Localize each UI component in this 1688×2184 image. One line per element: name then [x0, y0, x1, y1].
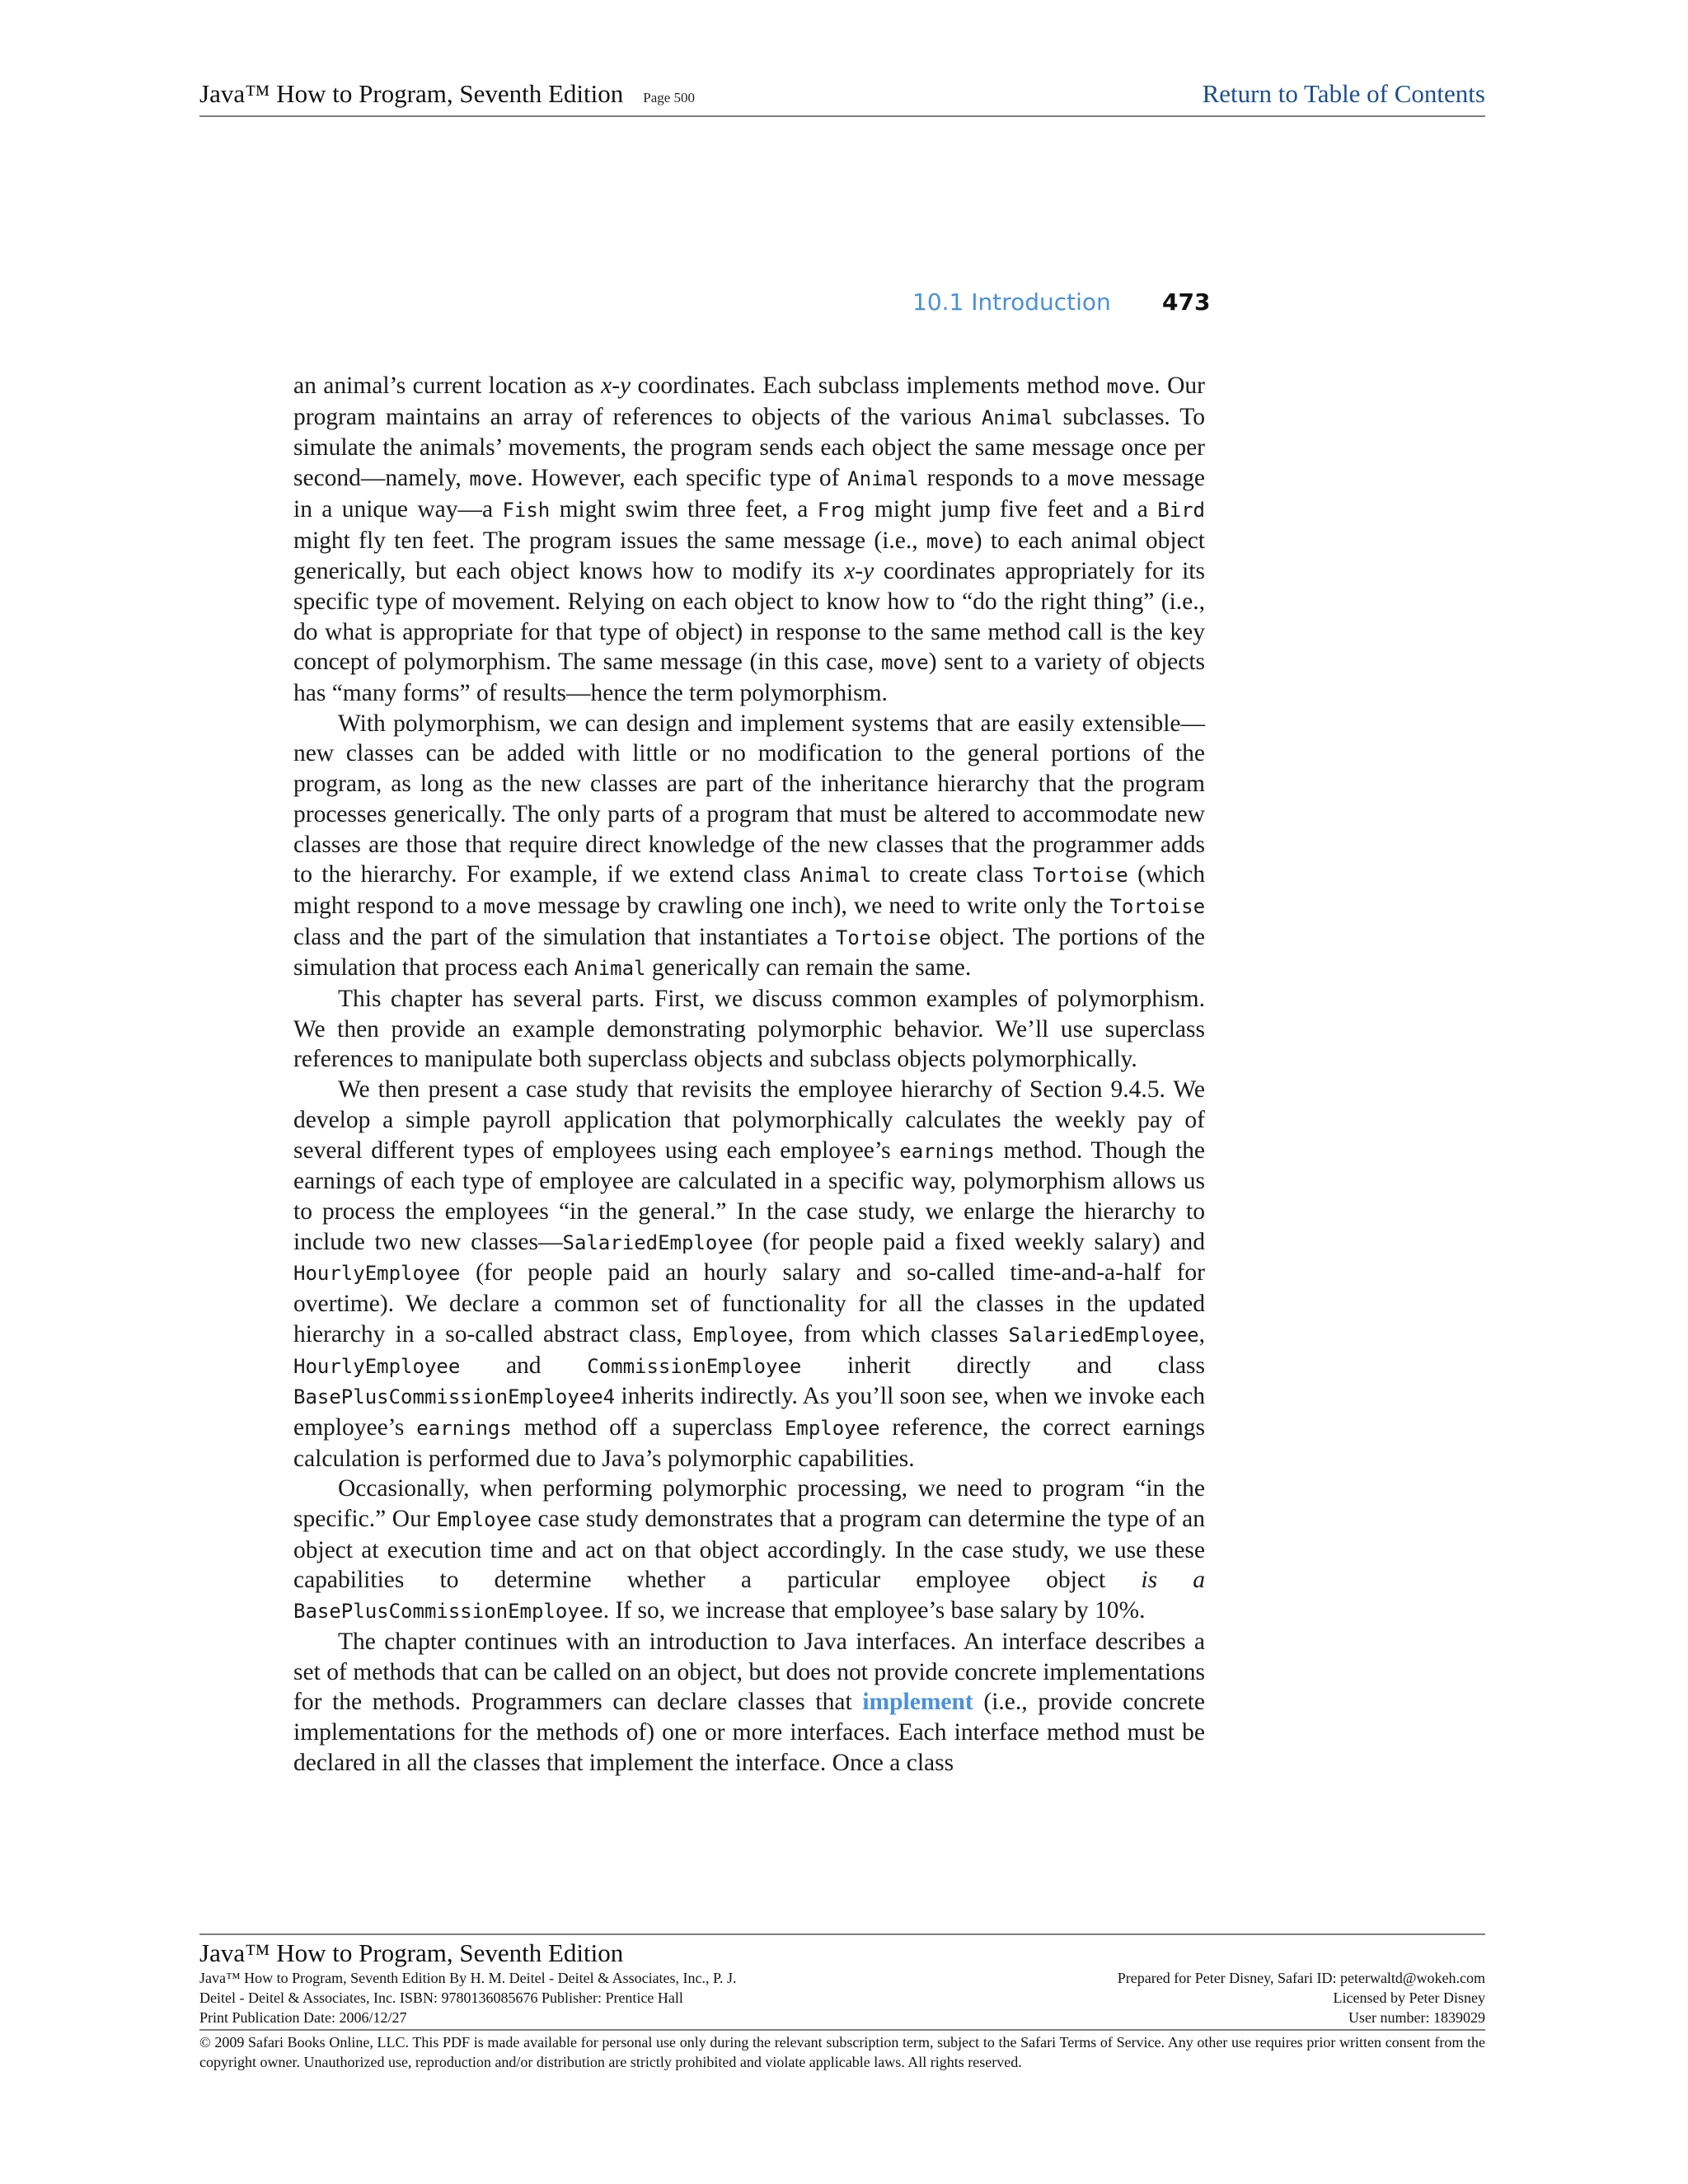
page-number: 473: [1162, 288, 1211, 316]
section-heading: 10.1 Introduction: [912, 288, 1111, 316]
paragraph-3: This chapter has several parts. First, we discuss common examples of polymorphism. We then provide an example demonstrating polymorphic behavior. We’ll use superclass references to manipulate both superclass objects and subclass objects polymorphically.: [293, 986, 1205, 1073]
footer-license-info: Prepared for Peter Disney, Safari ID: peterwaltd@wokeh.com Licensed by Peter Disney User number: 1839029: [1117, 1970, 1485, 2026]
book-title: [199, 79, 695, 109]
paragraph-6: The chapter continues with an introduction to Java interfaces. An interface describes a set of methods that can be called on an object, but does not provide concrete implementations for the methods. Programmers can declare classes that implement (i.e., provide concrete implementations for the methods of) one or more interfaces. Each interface method must be declared in all the classes that implement the interface. Once a class: [293, 1628, 1206, 1776]
book-title-text: Java™ How to Program, Seventh Edition: [199, 79, 624, 108]
footer-copyright: © 2009 Safari Books Online, LLC. This PDF is made available for personal use only during the relevant subscription term, subject to the Safari Terms of Service. Any other use requires prior written consent from the copyright owner. Unauthorized use, reproduction and/or distribution are strictly prohibited and violate applicable laws. All rights reserved.: [199, 2029, 1485, 2072]
paragraph-1: an animal’s current location as x-y coordinates. Each subclass implements method move. Our program maintains an array of references to objects of the various Animal subclasses. To simulate the animals’ movements, the program sends each object the same message once per second—namely, move. However, each specific type of Animal responds to a move message in a unique way—a Fish might swim three feet, a Frog might jump five feet and a Bird might fly ten feet. The program issues the same message (i.e., move) to each animal object generically, but each object knows how to modify its x-y coordinates appropriately for its specific type of movement. Relying on each object to know how to “do the right thing” (i.e., do what is appropriate for that type of object) in response to the same method call is the key concept of polymorphism. The same message (in this case, move) sent to a variety of objects has “many forms” of results—hence the term polymorphism.: [293, 373, 1206, 707]
toc-link[interactable]: Return to Table of Contents: [1202, 79, 1485, 108]
footer: [199, 1933, 1485, 2072]
page-label: Page 500: [643, 90, 696, 105]
footer-publication-info: Java™ How to Program, Seventh Edition By H. M. Deitel - Deitel & Associates, Inc., P. J. Deitel - Deitel & Associates, Inc. ISBN: 9780136085676 Publisher: Prentice Hall Print Publication Date: 2006/12/27: [199, 1970, 737, 2026]
implement-keyword: implement: [862, 1689, 973, 1716]
body-text: [293, 371, 1205, 1778]
paragraph-2: With polymorphism, we can design and implement systems that are easily extensible—new classes can be added with little or no modification to the general portions of the program, as long as the new classes are part of the inheritance hierarchy that the program processes generically. The only parts of a program that must be altered to accommodate new classes are those that require direct knowledge of the new classes that the programmer adds to the hierarchy. For example, if we extend class Animal to create class Tortoise (which might respond to a move message by crawling one inch), we need to write only the Tortoise class and the part of the simulation that instantiates a Tortoise object. The portions of the simulation that process each Animal generically can remain the same.: [293, 710, 1206, 982]
running-head: [874, 288, 1211, 321]
footer-title: Java™ How to Program, Seventh Edition: [199, 1938, 624, 1967]
paragraph-5: Occasionally, when performing polymorphic processing, we need to program “in the specific.” Our Employee case study demonstrates that a program can determine the type of an object at execution time and act on that object accordingly. In the case study, we use these capabilities to determine whether a particular employee object is a BasePlusCommissionEmployee. If so, we increase that employee’s base salary by 10%.: [293, 1475, 1206, 1624]
top-header: [199, 79, 1485, 117]
paragraph-4: We then present a case study that revisits the employee hierarchy of Section 9.4.5. We develop a simple payroll application that polymorphically calculates the weekly pay of several different types of employees using each employee’s earnings method. Though the earnings of each type of employee are calculated in a specific way, polymorphism allows us to process the employees “in the general.” In the case study, we enlarge the hierarchy to include two new classes—SalariedEmployee (for people paid a fixed weekly salary) and HourlyEmployee (for people paid an hourly salary and so-called time-and-a-half for overtime). We declare a common set of functionality for all the classes in the updated hierarchy in a so-called abstract class, Employee, from which classes SalariedEmployee, HourlyEmployee and CommissionEmployee inherit directly and class BasePlusCommissionEmployee4 inherits indirectly. As you’ll soon see, when we invoke each employee’s earnings method off a superclass Employee reference, the correct earnings calculation is performed due to Java’s polymorphic capabilities.: [293, 1076, 1206, 1472]
footer-info: [199, 1968, 1485, 2027]
